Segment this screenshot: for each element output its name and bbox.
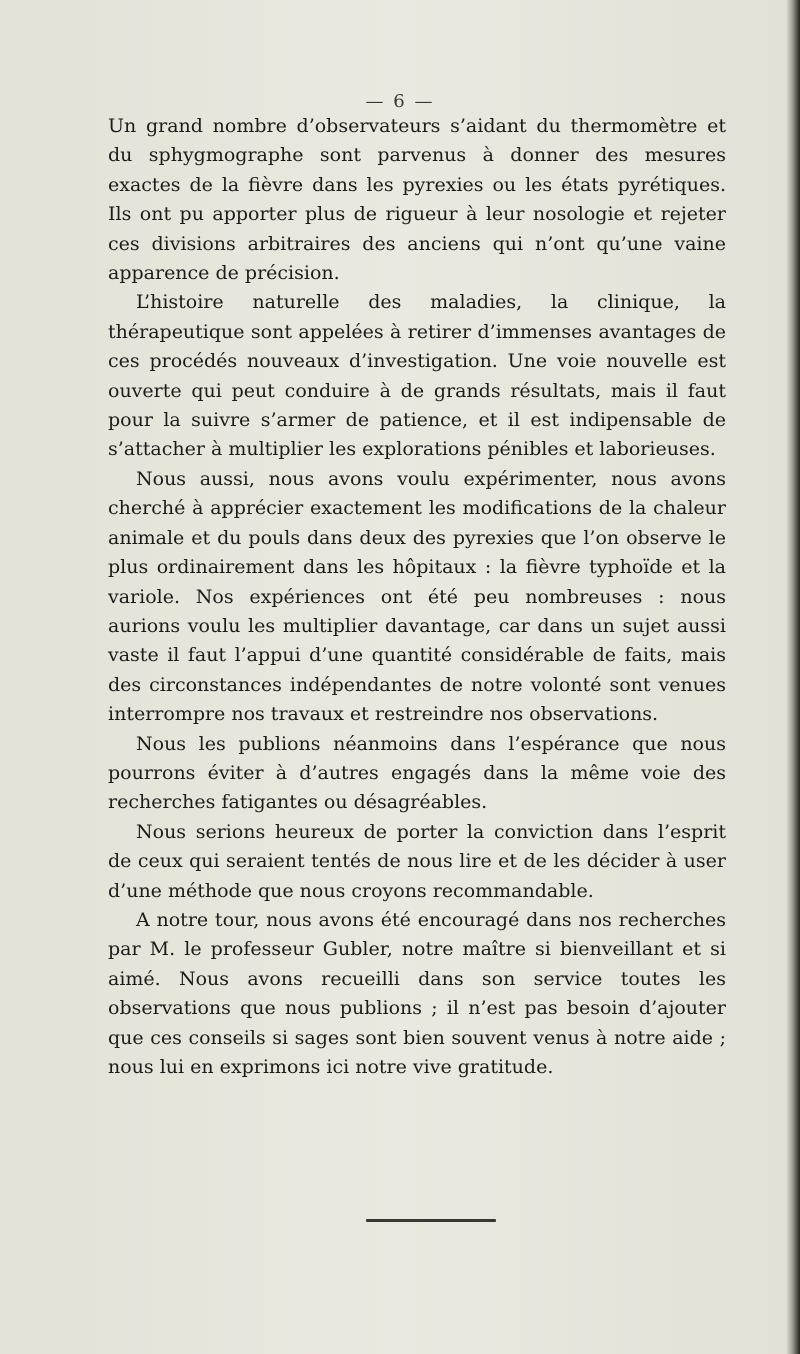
paragraph: Nous aussi, nous avons voulu expérimenter, nous avons cherché à apprécier exactement les modifications de la chaleur animale et du pouls dans deux des pyrexies que l’on observe le plus ordinairement dans les hôpitaux : la fièvre typhoïde et la variole. Nos expériences ont été peu nombreuses : nous aurions voulu les multiplier davantage, car dans un sujet aussi vaste il faut l’appui d’une quantité considérable de faits, mais des circonstances indépendantes de notre volonté sont venues interrompre nos travaux et restreindre nos observations. [108,467,726,726]
body-text [108,112,726,1082]
paragraph: L’histoire naturelle des maladies, la clinique, la thérapeutique sont appelées à retirer d’immenses avantages de ces procédés nouveaux d’investigation. Une voie nouvelle est ouverte qui peut conduire à de grands résultats, mais il faut pour la suivre s’armer de patience, et il est indipensable de s’attacher à multiplier les explorations pénibles et laborieuses. [108,291,726,461]
paragraph: Nous les publions néanmoins dans l’espérance que nous pourrons éviter à d’autres engagés dans la même voie des recherches fatigantes ou désagréables. [108,732,726,814]
paragraph: Un grand nombre d’observateurs s’aidant du thermomètre et du sphygmographe sont parvenus à donner des mesures exactes de la fièvre dans les pyrexies ou les états pyrétiques. Ils ont pu apporter plus de rigueur à leur nosologie et rejeter ces divisions arbitraires des anciens qui n’ont qu’une vaine apparence de précision. [108,115,726,285]
page-number: — 6 — [365,91,435,112]
paragraph: Nous serions heureux de porter la conviction dans l’esprit de ceux qui seraient tentés de nous lire et de les décider à user d’une méthode que nous croyons recommandable. [108,820,726,902]
paragraph: A notre tour, nous avons été encouragé dans nos recherches par M. le professeur Gubler, notre maître si bienveillant et si aimé. Nous avons recueilli dans son service toutes les observations que nous publions ; il n’est pas besoin d’ajouter que ces conseils si sages sont bien souvent venus à notre aide ; nous lui en exprimons ici notre vive gratitude. [108,908,726,1078]
closing-rule [366,1219,496,1222]
page-edge-shadow [786,0,800,1354]
